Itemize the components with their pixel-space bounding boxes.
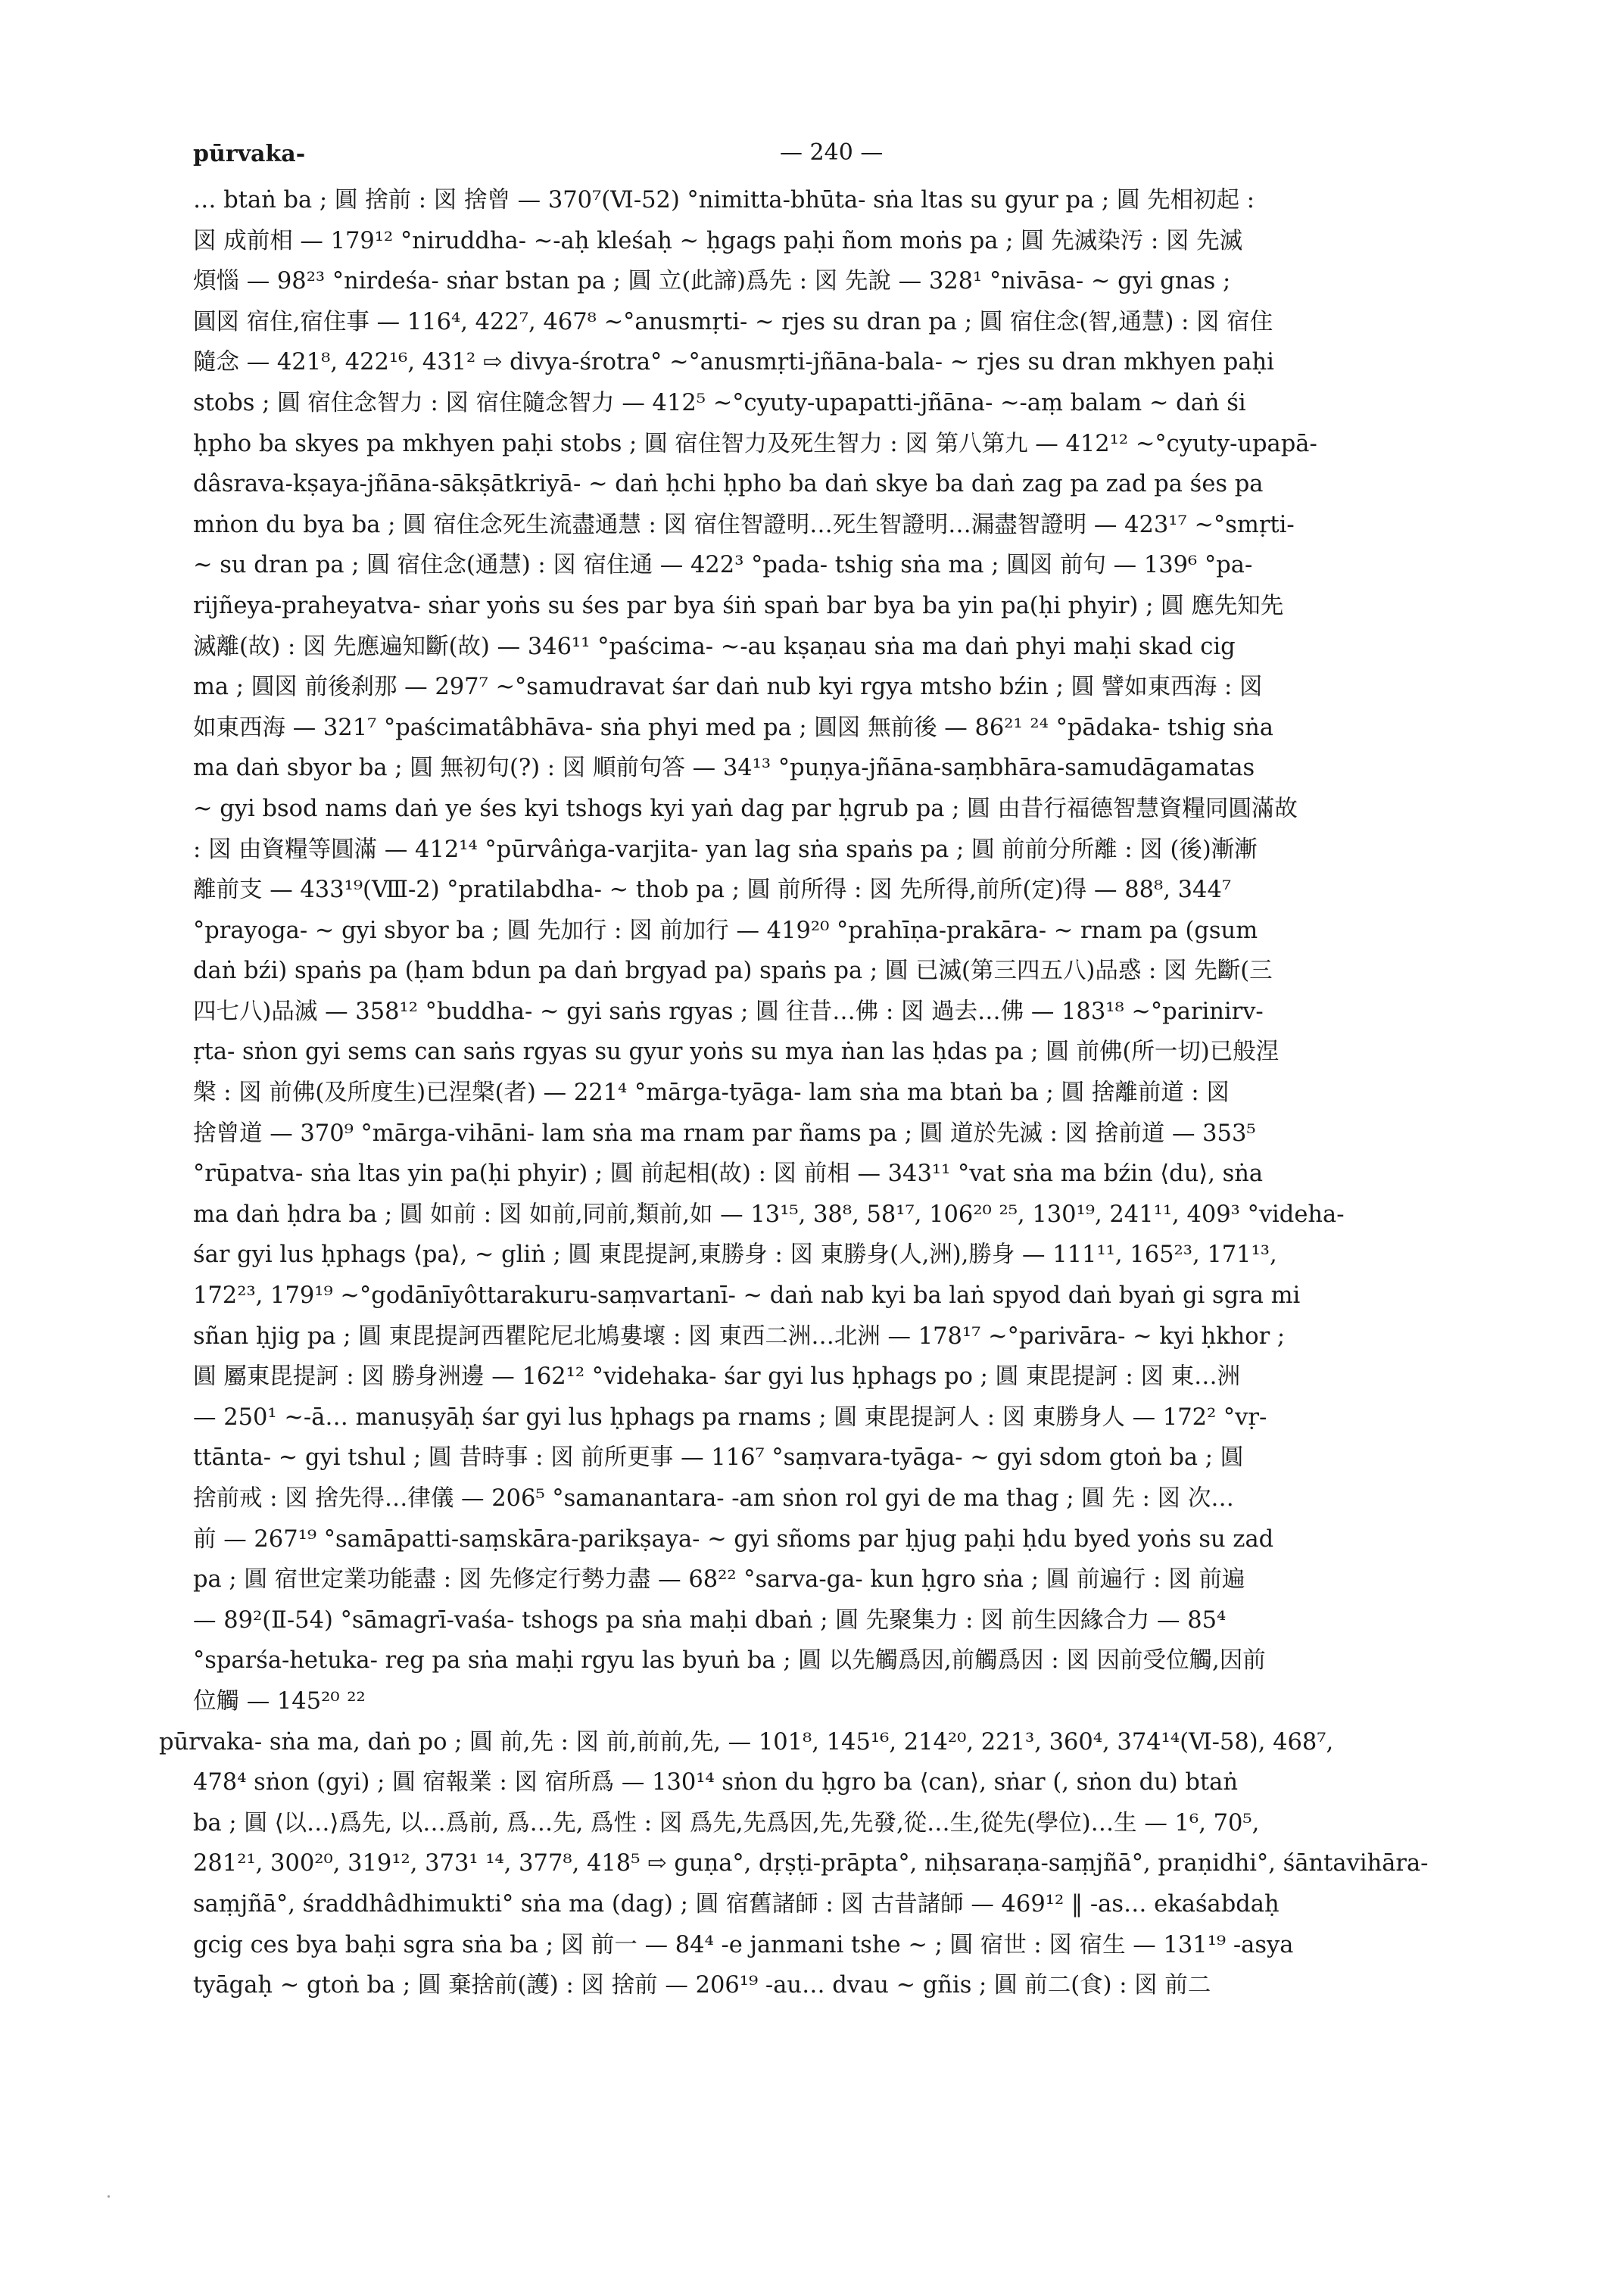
entry-line: ma daṅ sbyor ba ; 圓 無初句(?) : 図 順前句答 — 34¹³ °puṇya-jñāna-saṃbhāra-samudāgamatas xyxy=(193,755,1255,782)
entry-line: pa ; 圓 宿世定業功能盡 : 図 先修定行勢力盡 — 68²² °sarva-ga- kun ḥgro sṅa ; 圓 前遍行 : 図 前遍 xyxy=(193,1566,1245,1594)
entry-line: °sparśa-hetuka- reg pa sṅa maḥi rgyu las byuṅ ba ; 圓 以先觸爲因,前觸爲因 : 図 因前受位觸,因前 xyxy=(193,1647,1266,1675)
entry-line: — 89²(Ⅱ-54) °sāmagrī-vaśa- tshogs pa sṅa maḥi dbaṅ ; 圓 先聚集力 : 図 前生因緣合力 — 85⁴ xyxy=(193,1606,1227,1634)
entry-line: śar gyi lus ḥphags ⟨pa⟩, ~ gliṅ ; 圓 東毘提訶,東勝身 : 図 東勝身(人,洲),勝身 — 111¹¹, 165²³, 171¹³, xyxy=(193,1242,1277,1269)
entry-line: °rūpatva- sṅa ltas yin pa(ḥi phyir) ; 圓 前起相(故) : 図 前相 — 343¹¹ °vat sṅa ma bźin ⟨du⟩, sṅa xyxy=(193,1161,1264,1188)
scan-speck xyxy=(108,2195,110,2198)
entry-line: 隨念 — 421⁸, 422¹⁶, 431² ⇨ divya-śrotra° ~°anusmṛti-jñāna-bala- ~ rjes su dran mkhyen paḥi xyxy=(193,349,1274,376)
entry-line: 圓 屬東毘提訶 : 図 勝身洲邊 — 162¹² °videhaka- śar gyi lus ḥphags po ; 圓 東毘提訶 : 図 東…洲 xyxy=(193,1363,1241,1391)
entry-line: ma ; 圓図 前後刹那 — 297⁷ ~°samudravat śar daṅ nub kyi rgya mtsho bźin ; 圓 譬如東西海 : 図 xyxy=(193,674,1263,701)
entry-continued xyxy=(159,180,1499,1722)
entry-line: 離前支 — 433¹⁹(Ⅷ-2) °pratilabdha- ~ thob pa ; 圓 前所得 : 図 先所得,前所(定)得 — 88⁸, 344⁷ xyxy=(193,877,1232,904)
entry-line: gcig ces bya baḥi sgra sṅa ba ; 図 前一 — 84⁴ -e janmani tshe ~ ; 圓 宿世 : 図 宿生 — 131¹⁹ -asya xyxy=(193,1931,1294,1958)
entry-line: dâsrava-kṣaya-jñāna-sākṣātkriyā- ~ daṅ ḥchi ḥpho ba daṅ skye ba daṅ zag pa zad pa śes pa xyxy=(193,471,1264,498)
entry-line: ṛta- sṅon gyi sems can saṅs rgyas su gyur yoṅs su mya ṅan las ḥdas pa ; 圓 前佛(所一切)已般涅 xyxy=(193,1039,1280,1066)
entry-line: ba ; 圓 ⟨以…⟩爲先, 以…爲前, 爲…先, 爲性 : 図 爲先,先爲因,先,先發,從…生,從先(學位)…生 — 1⁶, 70⁵, xyxy=(193,1809,1260,1837)
entry-line: tyāgaḥ ~ gtoṅ ba ; 圓 棄捨前(護) : 図 捨前 — 206¹⁹ -au… dvau ~ gñis ; 圓 前二(食) : 図 前二 xyxy=(193,1972,1211,1999)
entry-line: ~ gyi bsod nams daṅ ye śes kyi tshogs kyi yaṅ dag par ḥgrub pa ; 圓 由昔行福德智慧資糧同圓滿故 xyxy=(193,795,1298,822)
entry-line: pūrvaka- sṅa ma, daṅ po ; 圓 前,先 : 図 前,前前,先, — 101⁸, 145¹⁶, 214²⁰, 221³, 360⁴, 374¹⁴(Ⅵ-58), 468⁷, xyxy=(159,1728,1334,1756)
entry-line: daṅ bźi) spaṅs pa (ḥam bdun pa daṅ brgyad pa) spaṅs pa ; 圓 已滅(第三四五八)品惑 : 図 先斷(三 xyxy=(193,958,1273,985)
entry-line: ḥpho ba skyes pa mkhyen paḥi stobs ; 圓 宿住智力及死生智力 : 図 第八第九 — 412¹² ~°cyuty-upapā- xyxy=(193,430,1317,457)
entry-line: — 250¹ ~-ā… manuṣyāḥ śar gyi lus ḥphags pa rnams ; 圓 東毘提訶人 : 図 東勝身人 — 172² °vṛ- xyxy=(193,1404,1267,1431)
entry-line: ma daṅ ḥdra ba ; 圓 如前 : 図 如前,同前,類前,如 — 13¹⁵, 38⁸, 58¹⁷, 106²⁰ ²⁵, 130¹⁹, 241¹¹, 409³ °videha- xyxy=(193,1201,1345,1228)
entry-line: 四七八)品滅 — 358¹² °buddha- ~ gyi saṅs rgyas ; 圓 往昔…佛 : 図 過去…佛 — 183¹⁸ ~°parinirv- xyxy=(193,998,1264,1025)
entry-line: 478⁴ sṅon (gyi) ; 圓 宿報業 : 図 宿所爲 — 130¹⁴ sṅon du ḥgro ba ⟨can⟩, sṅar (, sṅon du) btaṅ xyxy=(193,1769,1238,1796)
entry-line: 如東西海 — 321⁷ °paścimatâbhāva- sṅa phyi med pa ; 圓図 無前後 — 86²¹ ²⁴ °pādaka- tshig sṅa xyxy=(193,714,1273,741)
entry-line: stobs ; 圓 宿住念智力 : 図 宿住隨念智力 — 412⁵ ~°cyuty-upapatti-jñāna- ~-aṃ balam ~ daṅ śi xyxy=(193,389,1246,416)
entry-line: 位觸 — 145²⁰ ²² xyxy=(193,1687,366,1715)
entry-purvaka xyxy=(159,1722,1499,2006)
entry-line: 滅離(故) : 図 先應遍知斷(故) — 346¹¹ °paścima- ~-au kṣaṇau sṅa ma daṅ phyi maḥi skad cig xyxy=(193,633,1236,660)
entry-line: 煩惱 — 98²³ °nirdeśa- sṅar bstan pa ; 圓 立(此諦)爲先 : 図 先說 — 328¹ °nivāsa- ~ gyi gnas ; xyxy=(193,268,1231,295)
entry-line: °prayoga- ~ gyi sbyor ba ; 圓 先加行 : 図 前加行 — 419²⁰ °prahīṇa-prakāra- ~ rnam pa (gsum xyxy=(193,917,1258,944)
entry-line: 捨前戒 : 図 捨先得…律儀 — 206⁵ °samanantara- -am sṅon rol gyi de ma thag ; 圓 先 : 図 次… xyxy=(193,1485,1234,1512)
entry-line: saṃjñā°, śraddhâdhimukti° sṅa ma (dag) ; 圓 宿舊諸師 : 図 古昔諸師 — 469¹² ‖ -as… ekaśabdaḥ xyxy=(193,1890,1280,1918)
entry-line: rijñeya-praheyatva- sṅar yoṅs su śes par bya śiṅ spaṅ bar bya ba yin pa(ḥi phyir) ; 圓 應先知先 xyxy=(193,592,1284,619)
entry-line: 281²¹, 300²⁰, 319¹², 373¹ ¹⁴, 377⁸, 418⁵ ⇨ guṇa°, dṛṣṭi-prāpta°, niḥsaraṇa-saṃjñā°, praṇidhi°, śāntavihāra- xyxy=(193,1850,1429,1877)
entry-line: 槃 : 図 前佛(及所度生)已涅槃(者) — 221⁴ °mārga-tyāga- lam sṅa ma btaṅ ba ; 圓 捨離前道 : 図 xyxy=(193,1080,1230,1107)
entry-line: 前 — 267¹⁹ °samāpatti-saṃskāra-parikṣaya- ~ gyi sñoms par ḥjug paḥi ḥdu byed yoṅs su zad xyxy=(193,1525,1274,1553)
entry-line: mṅon du bya ba ; 圓 宿住念死生流盡通慧 : 図 宿住智證明…死生智證明…漏盡智證明 — 423¹⁷ ~°smṛti- xyxy=(193,511,1295,538)
entry-line: 172²³, 179¹⁹ ~°godānīyôttarakuru-saṃvartanī- ~ daṅ nab kyi ba laṅ spyod daṅ byaṅ gi sgra mi xyxy=(193,1282,1301,1310)
dictionary-body xyxy=(159,180,1499,2006)
entry-line: 捨曾道 — 370⁹ °mārga-vihāni- lam sṅa ma rnam par ñams pa ; 圓 道於先滅 : 図 捨前道 — 353⁵ xyxy=(193,1120,1256,1147)
entry-line: 圓図 宿住,宿住事 — 116⁴, 422⁷, 467⁸ ~°anusmṛti- ~ rjes su dran pa ; 圓 宿住念(智,通慧) : 図 宿住 xyxy=(193,308,1273,335)
entry-line: … btaṅ ba ; 圓 捨前 : 図 捨曾 — 370⁷(Ⅵ-52) °nimitta-bhūta- sṅa ltas su gyur pa ; 圓 先相初起 : xyxy=(193,187,1255,213)
entry-line: ~ su dran pa ; 圓 宿住念(通慧) : 図 宿住通 — 422³ °pada- tshig sṅa ma ; 圓図 前句 — 139⁶ °pa- xyxy=(193,552,1253,579)
entry-line: ttānta- ~ gyi tshul ; 圓 昔時事 : 図 前所更事 — 116⁷ °saṃvara-tyāga- ~ gyi sdom gtoṅ ba ; 圓 xyxy=(193,1444,1244,1472)
entry-line: 図 成前相 — 179¹² °niruddha- ~-aḥ kleśaḥ ~ ḥgags paḥi ñom moṅs pa ; 圓 先滅染汚 : 図 先滅 xyxy=(193,227,1243,254)
page-number: — 240 — xyxy=(780,139,884,166)
entry-line: sñan ḥjig pa ; 圓 東毘提訶西瞿陀尼北鳩婁壞 : 図 東西二洲…北洲 — 178¹⁷ ~°parivāra- ~ kyi ḥkhor ; xyxy=(193,1323,1286,1350)
entry-line: : 図 由資糧等圓滿 — 412¹⁴ °pūrvâṅga-varjita- yan lag sṅa spaṅs pa ; 圓 前前分所離 : 図 (後)漸漸 xyxy=(193,836,1258,863)
running-head: pūrvaka- xyxy=(193,141,306,167)
